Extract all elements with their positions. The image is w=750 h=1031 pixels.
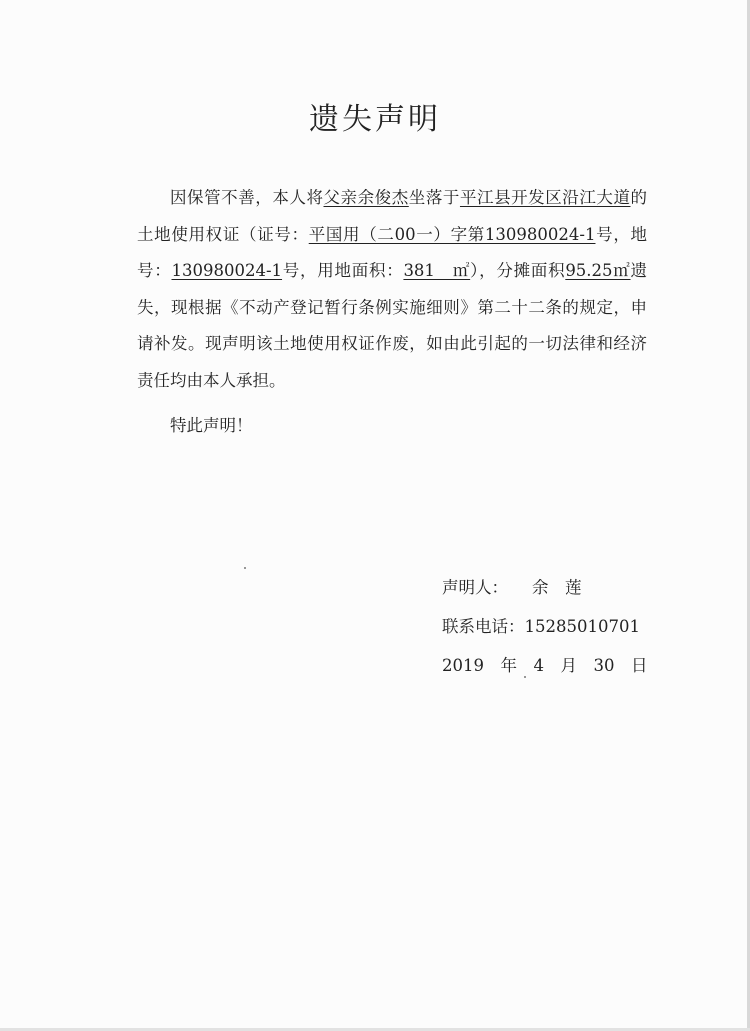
property-location: 平江县开发区沿江大道 (459, 188, 631, 207)
scan-speck (244, 567, 246, 569)
body-text-6: ），分摊面积 (470, 261, 566, 280)
body-text-2: 坐落于 (408, 188, 460, 207)
declarant-name: 余 莲 (532, 578, 582, 597)
body-text-7: 遗失，现根据《不动产登记暂行条例实施细则》第二十二条的规定，申请补发。现声明该土地使用权证作废，如由此引起的一切法律和经济责任均由本人承担。 (137, 261, 648, 390)
date-line: 2019 年 4 月 30 日 (442, 656, 648, 675)
owner-name: 父亲余俊杰 (323, 188, 409, 207)
document-title: 遗失声明 (309, 102, 441, 137)
shared-area: 95.25㎡ (565, 261, 631, 280)
phone-line (442, 613, 640, 637)
body-text-5: 号，用地面积： (282, 261, 404, 280)
phone-number: 15285010701 (524, 617, 640, 636)
scan-speck (524, 676, 526, 678)
body-text-4: 号，地号： (137, 224, 647, 280)
declaration-paragraph (137, 180, 647, 399)
certificate-number: 平国用（二00一）字第130980024-1 (308, 224, 596, 244)
body-text-3: 的土地使用权证（证号： (137, 188, 648, 244)
declarant-label: 声明人： (442, 578, 508, 597)
land-area: 381 ㎡ (403, 261, 471, 280)
declarant-line (442, 574, 582, 598)
body-text-1: 因保管不善，本人将 (170, 188, 324, 207)
closing-statement: 特此声明！ (170, 416, 253, 435)
phone-label: 联系电话： (442, 617, 525, 636)
land-number: 130980024-1 (171, 261, 283, 280)
